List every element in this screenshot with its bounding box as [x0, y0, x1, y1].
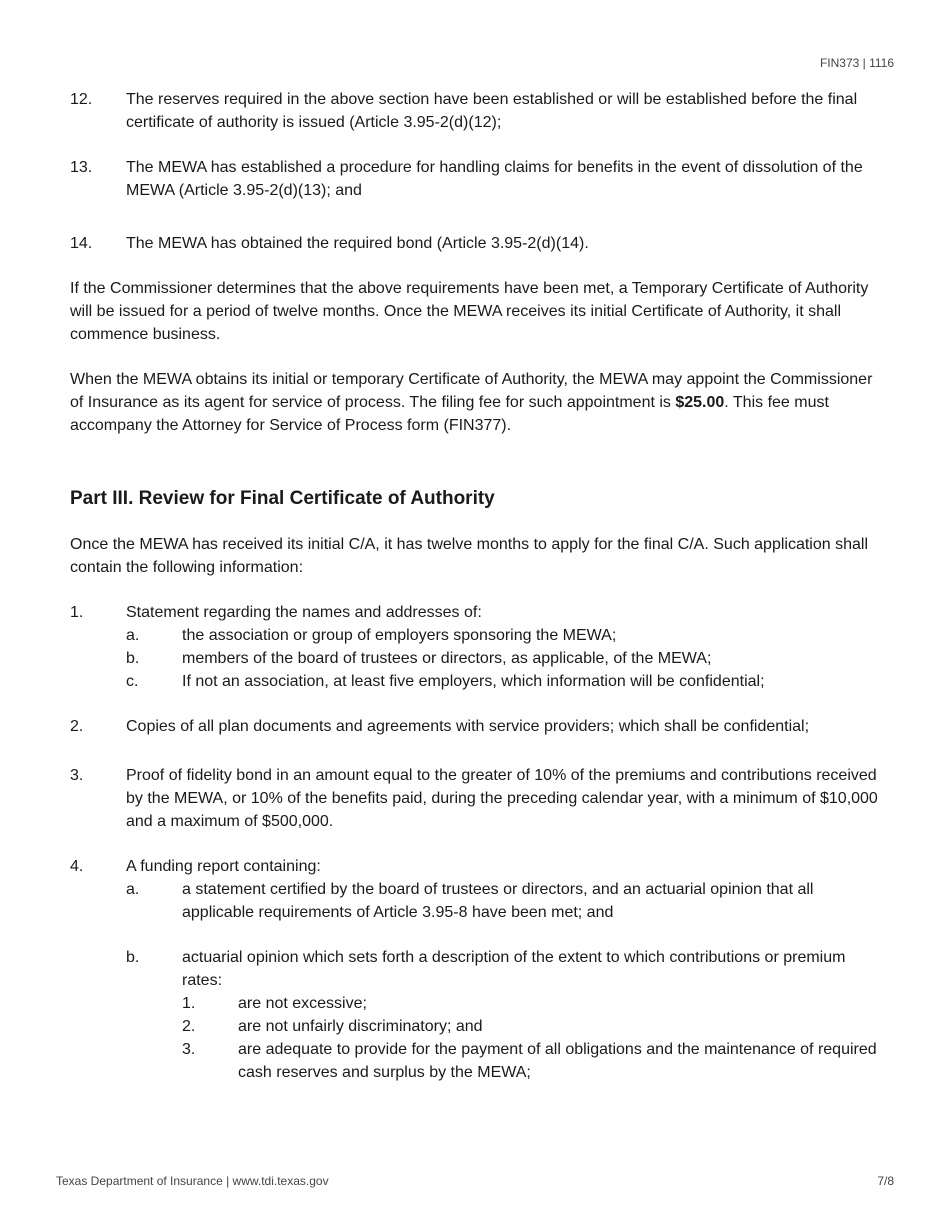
paragraph-service-of-process — [70, 368, 880, 437]
list-item — [70, 601, 880, 624]
item-number: 12. — [70, 91, 93, 108]
item-number: 4. — [70, 858, 84, 875]
sub-item-text: the association or group of employers sponsoring the MEWA; — [182, 627, 617, 644]
page-content — [70, 88, 880, 1084]
item-number: 3. — [70, 767, 84, 784]
list-item — [70, 232, 880, 255]
nested-item-number: 2. — [182, 1018, 196, 1035]
sub-list-item — [126, 946, 880, 992]
list-item — [70, 764, 880, 833]
form-code: FIN373 | 1116 — [819, 56, 894, 70]
nested-list-item — [182, 1038, 880, 1084]
sub-item-letter: b. — [126, 650, 140, 667]
section-heading: Part III. Review for Final Certificate of Authority — [70, 488, 495, 509]
paragraph-temporary-certificate: If the Commissioner determines that the above requirements have been met, a Temporary Certificate of Authority will be issued for a period of twelve months. Once the MEWA receives its initial Certificate of Authority, it shall commence business. — [70, 280, 869, 343]
sub-item-text: a statement certified by the board of trustees or directors, and an actuarial opinion that all applicable requirements of Article 3.95-8 have been met; and — [182, 881, 814, 921]
item-number: 14. — [70, 235, 93, 252]
item-text: The reserves required in the above section have been established or will be established before the final certificate of authority is issued (Article 3.95-2(d)(12); — [126, 91, 858, 131]
sub-item-text: members of the board of trustees or directors, as applicable, of the MEWA; — [182, 650, 712, 667]
sub-list-item — [126, 670, 880, 693]
item-text: The MEWA has established a procedure for handling claims for benefits in the event of dissolution of the MEWA (Article 3.95-2(d)(13); and — [126, 159, 863, 199]
nested-item-number: 1. — [182, 995, 196, 1012]
sub-item-letter: a. — [126, 627, 140, 644]
footer-organization: Texas Department of Insurance | www.tdi.texas.gov — [56, 1174, 329, 1188]
nested-item-number: 3. — [182, 1041, 196, 1058]
nested-list-item — [182, 992, 880, 1015]
sub-item-letter: c. — [126, 673, 139, 690]
list-item — [70, 855, 880, 878]
item-text: A funding report containing: — [126, 858, 321, 875]
section-intro: Once the MEWA has received its initial C/A, it has twelve months to apply for the final C/A. Such application shall contain the following information: — [70, 536, 869, 576]
item-number: 2. — [70, 718, 84, 735]
sub-item-letter: b. — [126, 949, 140, 966]
item-text: Statement regarding the names and addresses of: — [126, 604, 482, 621]
nested-item-text: are adequate to provide for the payment of all obligations and the maintenance of required cash reserves and surplus by the MEWA; — [238, 1041, 877, 1081]
sub-item-letter: a. — [126, 881, 140, 898]
nested-item-text: are not excessive; — [238, 995, 367, 1012]
paragraph-text: When the MEWA obtains its initial or temporary Certificate of Authority, the MEWA may appoint the Commissioner of Insurance as its agent for service of process. The filing fee for such appointment is — [70, 371, 873, 411]
sub-item-text: If not an association, at least five employers, which information will be confidential; — [182, 673, 765, 690]
nested-item-text: are not unfairly discriminatory; and — [238, 1018, 483, 1035]
list-item — [70, 715, 880, 738]
item-text: Copies of all plan documents and agreements with service providers; which shall be confidential; — [126, 718, 810, 735]
item-number: 13. — [70, 159, 93, 176]
item-number: 1. — [70, 604, 84, 621]
sub-list-item — [126, 878, 880, 924]
item-text: Proof of fidelity bond in an amount equal to the greater of 10% of the premiums and contributions received by the MEWA, or 10% of the benefits paid, during the preceding calendar year, with a minimum of $10,000 and a maximum of $500,000. — [126, 767, 878, 830]
paragraph-text: . This fee must accompany the Attorney for Service of Process form (FIN377). — [70, 394, 829, 434]
list-item — [70, 88, 880, 134]
page-number: 7/8 — [877, 1174, 894, 1188]
sub-list-item — [126, 624, 880, 647]
filing-fee: $25.00 — [675, 394, 725, 411]
nested-list-item — [182, 1015, 880, 1038]
item-text: The MEWA has obtained the required bond (Article 3.95-2(d)(14). — [126, 235, 589, 252]
sub-list-item — [126, 647, 880, 670]
sub-item-text: actuarial opinion which sets forth a description of the extent to which contributions or premium rates: — [182, 949, 846, 989]
list-item — [70, 156, 880, 202]
